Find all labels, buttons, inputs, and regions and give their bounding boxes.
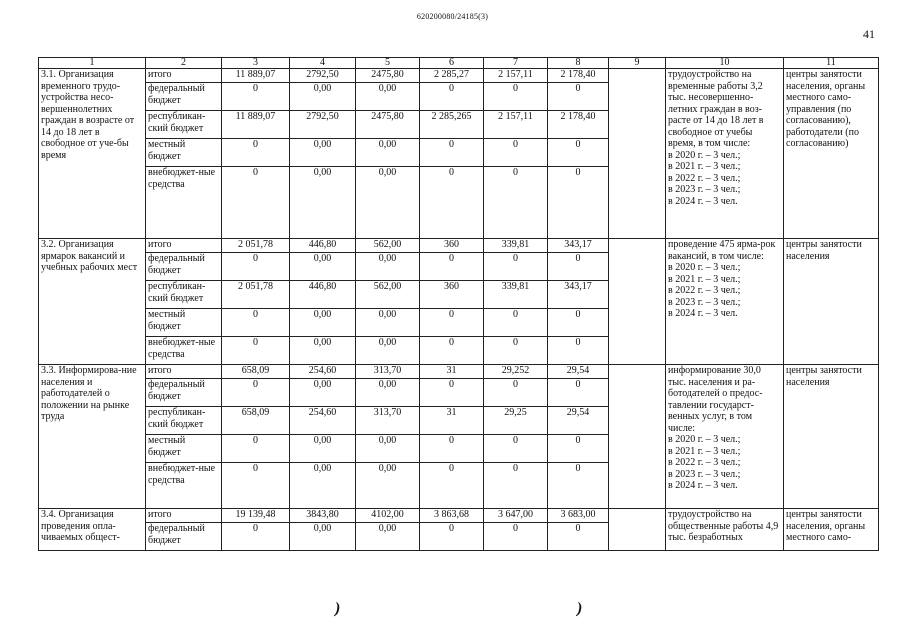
header-cell: 8 <box>548 58 609 69</box>
amount-cell: 0 <box>420 463 484 509</box>
header-cell: 6 <box>420 58 484 69</box>
amount-cell: 0,00 <box>290 309 356 337</box>
amount-cell: 11 889,07 <box>222 69 290 83</box>
amount-cell: 0,00 <box>290 435 356 463</box>
amount-cell: 0 <box>484 435 548 463</box>
amount-cell: 0,00 <box>290 463 356 509</box>
footer-mark-right: ) <box>577 600 583 617</box>
amount-cell: 313,70 <box>356 407 420 435</box>
expected-result-cell: трудоустройство на временные работы 3,2 тыс. несовершенно-летних граждан в воз-расте от 14 до 18 лет в свободное от учебы время, в том числе: в 2020 г. – 3 чел.; в 2021 г. – 3 чел.; в 2022 г. – 3 чел.; в 2023 г. – 3 чел.; в 2024 г. – 3 чел. <box>666 69 784 239</box>
amount-cell: 0 <box>222 139 290 167</box>
amount-cell: 3843,80 <box>290 509 356 523</box>
amount-cell: 0 <box>222 463 290 509</box>
amount-cell: 0 <box>222 167 290 239</box>
header-cell: 9 <box>609 58 666 69</box>
section-title-cell: 3.4. Организация проведения опла-чиваемых общест- <box>39 509 146 551</box>
amount-cell: 0 <box>222 523 290 551</box>
amount-cell: 11 889,07 <box>222 111 290 139</box>
amount-cell: 0 <box>548 167 609 239</box>
header-row <box>39 58 879 69</box>
amount-cell: 0,00 <box>356 463 420 509</box>
amount-cell: 0 <box>420 337 484 365</box>
amount-cell: 339,81 <box>484 281 548 309</box>
amount-cell: 360 <box>420 281 484 309</box>
amount-cell: 0 <box>420 435 484 463</box>
amount-cell: 0 <box>222 337 290 365</box>
amount-cell: 0 <box>484 139 548 167</box>
amount-cell: 0 <box>484 83 548 111</box>
amount-cell: 3 863,68 <box>420 509 484 523</box>
amount-cell: 2 285,265 <box>420 111 484 139</box>
header-cell: 2 <box>146 58 222 69</box>
amount-cell: 0,00 <box>356 83 420 111</box>
amount-cell: 0,00 <box>290 253 356 281</box>
amount-cell: 31 <box>420 365 484 379</box>
amount-cell: 3 683,00 <box>548 509 609 523</box>
amount-cell: 19 139,48 <box>222 509 290 523</box>
amount-cell: 0,00 <box>290 83 356 111</box>
expected-result-cell: информирование 30,0 тыс. населения и ра-ботодателей о предос-тавлении государст-венных услуг, в том числе: в 2020 г. – 3 чел.; в 2021 г. – 3 чел.; в 2022 г. – 3 чел.; в 2023 г. – 3 чел.; в 2024 г. – 3 чел. <box>666 365 784 509</box>
funding-source-cell: республикан-ский бюджет <box>146 281 222 309</box>
header-cell: 7 <box>484 58 548 69</box>
funding-source-cell: федеральный бюджет <box>146 523 222 551</box>
amount-cell: 0 <box>222 435 290 463</box>
funding-source-cell: внебюджет-ные средства <box>146 463 222 509</box>
amount-cell: 0 <box>420 139 484 167</box>
funding-source-cell: республикан-ский бюджет <box>146 407 222 435</box>
amount-cell: 0 <box>420 309 484 337</box>
empty-cell <box>609 365 666 509</box>
amount-cell: 0 <box>484 253 548 281</box>
empty-cell <box>609 69 666 239</box>
amount-cell: 0,00 <box>356 435 420 463</box>
expected-result-cell: трудоустройство на общественные работы 4,9 тыс. безработных <box>666 509 784 551</box>
empty-cell <box>609 239 666 365</box>
amount-cell: 254,60 <box>290 407 356 435</box>
amount-cell: 0 <box>484 379 548 407</box>
amount-cell: 2 178,40 <box>548 111 609 139</box>
header-cell: 5 <box>356 58 420 69</box>
amount-cell: 0 <box>548 337 609 365</box>
amount-cell: 0 <box>484 337 548 365</box>
responsible-cell: центры занятости населения, органы местного само- <box>784 509 879 551</box>
amount-cell: 562,00 <box>356 281 420 309</box>
amount-cell: 0 <box>222 309 290 337</box>
amount-cell: 0,00 <box>290 337 356 365</box>
amount-cell: 313,70 <box>356 365 420 379</box>
amount-cell: 0 <box>420 253 484 281</box>
funding-source-cell: местный бюджет <box>146 139 222 167</box>
amount-cell: 2 051,78 <box>222 239 290 253</box>
amount-cell: 29,54 <box>548 407 609 435</box>
amount-cell: 4102,00 <box>356 509 420 523</box>
amount-cell: 0 <box>420 167 484 239</box>
amount-cell: 339,81 <box>484 239 548 253</box>
amount-cell: 2 157,11 <box>484 111 548 139</box>
amount-cell: 31 <box>420 407 484 435</box>
amount-cell: 0 <box>548 435 609 463</box>
footer-mark-left: ) <box>335 600 341 617</box>
header-cell: 4 <box>290 58 356 69</box>
funding-source-cell: итого <box>146 509 222 523</box>
amount-cell: 0 <box>484 523 548 551</box>
expected-result-cell: проведение 475 ярма-рок вакансий, в том числе: в 2020 г. – 3 чел.; в 2021 г. – 3 чел.; в 2022 г. – 3 чел.; в 2023 г. – 3 чел.; в 2024 г. – 3 чел. <box>666 239 784 365</box>
responsible-cell: центры занятости населения, органы местного само-управления (по согласованию), работодатели (по согласованию) <box>784 69 879 239</box>
amount-cell: 0 <box>222 379 290 407</box>
amount-cell: 0,00 <box>356 139 420 167</box>
amount-cell: 0,00 <box>290 167 356 239</box>
amount-cell: 29,252 <box>484 365 548 379</box>
amount-cell: 2475,80 <box>356 69 420 83</box>
funding-source-cell: итого <box>146 365 222 379</box>
header-cell: 11 <box>784 58 879 69</box>
header-cell: 10 <box>666 58 784 69</box>
amount-cell: 446,80 <box>290 239 356 253</box>
amount-cell: 0 <box>548 379 609 407</box>
funding-source-cell: местный бюджет <box>146 309 222 337</box>
amount-cell: 658,09 <box>222 407 290 435</box>
amount-cell: 446,80 <box>290 281 356 309</box>
funding-source-cell: местный бюджет <box>146 435 222 463</box>
budget-table <box>38 57 879 551</box>
table-row <box>39 69 879 83</box>
amount-cell: 3 647,00 <box>484 509 548 523</box>
amount-cell: 0,00 <box>290 139 356 167</box>
responsible-cell: центры занятости населения <box>784 365 879 509</box>
amount-cell: 0 <box>484 309 548 337</box>
amount-cell: 343,17 <box>548 281 609 309</box>
amount-cell: 0 <box>420 83 484 111</box>
amount-cell: 0,00 <box>356 253 420 281</box>
funding-source-cell: республикан-ский бюджет <box>146 111 222 139</box>
amount-cell: 658,09 <box>222 365 290 379</box>
amount-cell: 0 <box>548 463 609 509</box>
amount-cell: 0 <box>548 309 609 337</box>
amount-cell: 0 <box>420 523 484 551</box>
funding-source-cell: федеральный бюджет <box>146 379 222 407</box>
amount-cell: 2 285,27 <box>420 69 484 83</box>
header-cell: 1 <box>39 58 146 69</box>
amount-cell: 562,00 <box>356 239 420 253</box>
document-number: 620200080/24185(3) <box>416 12 489 21</box>
amount-cell: 343,17 <box>548 239 609 253</box>
amount-cell: 0,00 <box>356 167 420 239</box>
amount-cell: 0 <box>222 83 290 111</box>
amount-cell: 0,00 <box>356 309 420 337</box>
amount-cell: 29,54 <box>548 365 609 379</box>
amount-cell: 0,00 <box>290 523 356 551</box>
amount-cell: 2475,80 <box>356 111 420 139</box>
amount-cell: 0,00 <box>356 337 420 365</box>
header-cell: 3 <box>222 58 290 69</box>
funding-source-cell: внебюджет-ные средства <box>146 337 222 365</box>
amount-cell: 0,00 <box>356 523 420 551</box>
amount-cell: 2792,50 <box>290 111 356 139</box>
empty-cell <box>609 509 666 551</box>
section-title-cell: 3.3. Информирова-ние населения и работодателей о положении на рынке труда <box>39 365 146 509</box>
amount-cell: 0 <box>548 253 609 281</box>
funding-source-cell: федеральный бюджет <box>146 83 222 111</box>
funding-source-cell: федеральный бюджет <box>146 253 222 281</box>
amount-cell: 0 <box>548 139 609 167</box>
amount-cell: 0,00 <box>356 379 420 407</box>
amount-cell: 29,25 <box>484 407 548 435</box>
amount-cell: 0,00 <box>290 379 356 407</box>
amount-cell: 2 051,78 <box>222 281 290 309</box>
table-row <box>39 509 879 523</box>
table-row <box>39 239 879 253</box>
section-title-cell: 3.1. Организация временного трудо-устройства несо-вершеннолетних граждан в возрасте от 14 до 18 лет в свободное от уче-бы время <box>39 69 146 239</box>
amount-cell: 360 <box>420 239 484 253</box>
amount-cell: 0 <box>484 167 548 239</box>
funding-source-cell: внебюджет-ные средства <box>146 167 222 239</box>
amount-cell: 0 <box>420 379 484 407</box>
amount-cell: 0 <box>222 253 290 281</box>
amount-cell: 0 <box>484 463 548 509</box>
amount-cell: 2 157,11 <box>484 69 548 83</box>
amount-cell: 0 <box>548 83 609 111</box>
amount-cell: 0 <box>548 523 609 551</box>
section-title-cell: 3.2. Организация ярмарок вакансий и учебных рабочих мест <box>39 239 146 365</box>
table-row <box>39 365 879 379</box>
amount-cell: 254,60 <box>290 365 356 379</box>
funding-source-cell: итого <box>146 239 222 253</box>
funding-source-cell: итого <box>146 69 222 83</box>
page-number: 41 <box>863 27 875 41</box>
amount-cell: 2 178,40 <box>548 69 609 83</box>
responsible-cell: центры занятости населения <box>784 239 879 365</box>
amount-cell: 2792,50 <box>290 69 356 83</box>
